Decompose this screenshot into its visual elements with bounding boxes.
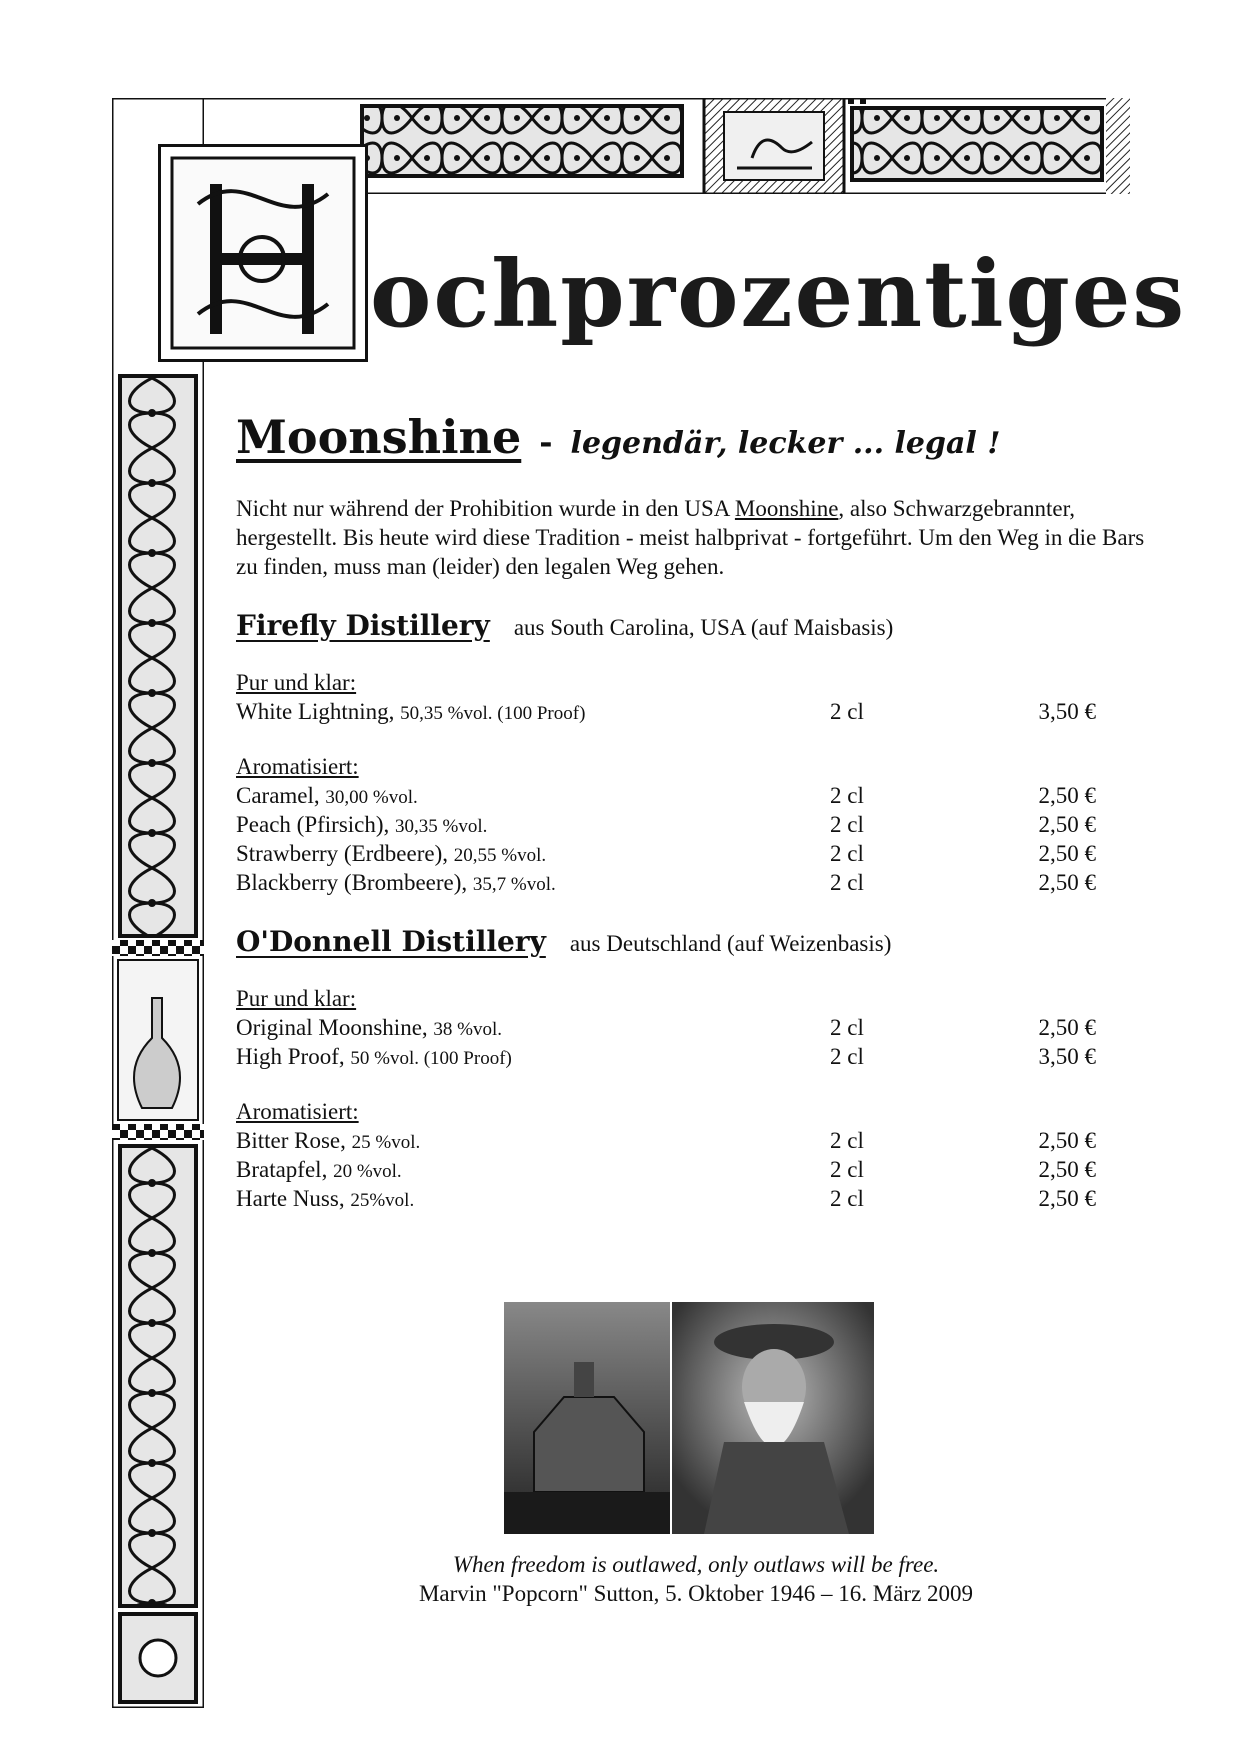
- distillery-origin: aus South Carolina, USA (auf Maisbasis): [513, 615, 894, 640]
- item-price: 2,50 €: [1038, 841, 1096, 866]
- item-name: Bratapfel,: [236, 1157, 328, 1182]
- intro-paragraph: [236, 494, 1166, 581]
- item-price: 2,50 €: [1038, 1015, 1096, 1040]
- menu-item: [236, 868, 1166, 897]
- section-subtitle: legendär, lecker ... legal !: [570, 426, 1001, 461]
- item-price: 2,50 €: [1038, 812, 1096, 837]
- decorated-initial-h: [158, 144, 368, 362]
- distillery-origin: aus Deutschland (auf Weizenbasis): [569, 931, 892, 956]
- menu-group: [236, 1097, 1166, 1213]
- item-price: 2,50 €: [1038, 1157, 1096, 1182]
- item-name: Blackberry (Brombeere),: [236, 870, 468, 895]
- item-name: Original Moonshine,: [236, 1015, 428, 1040]
- menu-item: [236, 697, 1166, 726]
- item-name: High Proof,: [236, 1044, 345, 1069]
- menu-item: [236, 1042, 1166, 1071]
- item-size: 2 cl: [830, 870, 864, 895]
- intro-text-2: , also Schwarzgebrannter, hergestellt. Bis heute wird diese Tradition - meist halbprivat - fortgeführt. Um den Weg in die Bars zu finden, muss man (leider) den legalen Weg gehen.: [236, 496, 1145, 579]
- section-dash: -: [539, 423, 553, 461]
- item-name: Strawberry (Erdbeere),: [236, 841, 448, 866]
- menu-item: [236, 781, 1166, 810]
- item-detail: 20,55 %vol.: [453, 845, 547, 866]
- menu-group: [236, 984, 1166, 1071]
- item-detail: 35,7 %vol.: [472, 874, 556, 895]
- intro-moonshine-word: Moonshine: [734, 496, 839, 521]
- item-price: 3,50 €: [1038, 699, 1096, 724]
- quote-block: [236, 1550, 1156, 1608]
- item-detail: 30,35 %vol.: [395, 816, 488, 837]
- item-name: Harte Nuss,: [236, 1186, 345, 1211]
- item-price: 2,50 €: [1038, 870, 1096, 895]
- item-size: 2 cl: [830, 1015, 864, 1040]
- quote-text: When freedom is outlawed, only outlaws will be free.: [452, 1552, 940, 1577]
- item-detail: 30,00 %vol.: [325, 787, 418, 808]
- distillery-name: Firefly Distillery: [236, 609, 490, 642]
- menu-item: [236, 839, 1166, 868]
- item-price: 3,50 €: [1038, 1044, 1096, 1069]
- item-size: 2 cl: [830, 1128, 864, 1153]
- item-detail: 25 %vol.: [351, 1132, 421, 1153]
- menu-item: [236, 810, 1166, 839]
- item-price: 2,50 €: [1038, 783, 1096, 808]
- menu-item: [236, 1155, 1166, 1184]
- item-price: 2,50 €: [1038, 1186, 1096, 1211]
- item-price: 2,50 €: [1038, 1128, 1096, 1153]
- item-detail: 20 %vol.: [333, 1161, 402, 1182]
- group-label: Pur und klar:: [236, 670, 357, 695]
- menu-content: [236, 410, 1166, 1213]
- group-label: Aromatisiert:: [236, 754, 359, 779]
- item-size: 2 cl: [830, 1186, 864, 1211]
- item-detail: 25%vol.: [350, 1190, 415, 1211]
- item-size: 2 cl: [830, 783, 864, 808]
- section-title: Moonshine: [236, 410, 522, 464]
- item-size: 2 cl: [830, 1157, 864, 1182]
- quote-author: Marvin "Popcorn" Sutton, 5. Oktober 1946 – 16. März 2009: [418, 1581, 974, 1606]
- item-name: White Lightning,: [236, 699, 395, 724]
- item-name: Caramel,: [236, 783, 320, 808]
- section-heading: [236, 410, 1166, 464]
- distillery-name: O'Donnell Distillery: [236, 925, 546, 958]
- menu-item: [236, 1126, 1166, 1155]
- item-size: 2 cl: [830, 812, 864, 837]
- menu-item: [236, 1013, 1166, 1042]
- intro-text-1: Nicht nur während der Prohibition wurde in den USA: [236, 496, 735, 521]
- page-title: ochprozentiges: [370, 240, 1187, 348]
- item-size: 2 cl: [830, 841, 864, 866]
- item-size: 2 cl: [830, 699, 864, 724]
- distillery-header: [236, 925, 1166, 958]
- item-name: Bitter Rose,: [236, 1128, 346, 1153]
- menu-item: [236, 1184, 1166, 1213]
- menu-group: [236, 752, 1166, 897]
- item-detail: 38 %vol.: [433, 1019, 503, 1040]
- moonshiner-photo: [504, 1302, 874, 1534]
- item-size: 2 cl: [830, 1044, 864, 1069]
- item-detail: 50 %vol. (100 Proof): [350, 1048, 512, 1069]
- menu-group: [236, 668, 1166, 726]
- item-name: Peach (Pfirsich),: [236, 812, 390, 837]
- distillery-header: [236, 609, 1166, 642]
- group-label: Pur und klar:: [236, 986, 357, 1011]
- item-detail: 50,35 %vol. (100 Proof): [400, 703, 586, 724]
- group-label: Aromatisiert:: [236, 1099, 359, 1124]
